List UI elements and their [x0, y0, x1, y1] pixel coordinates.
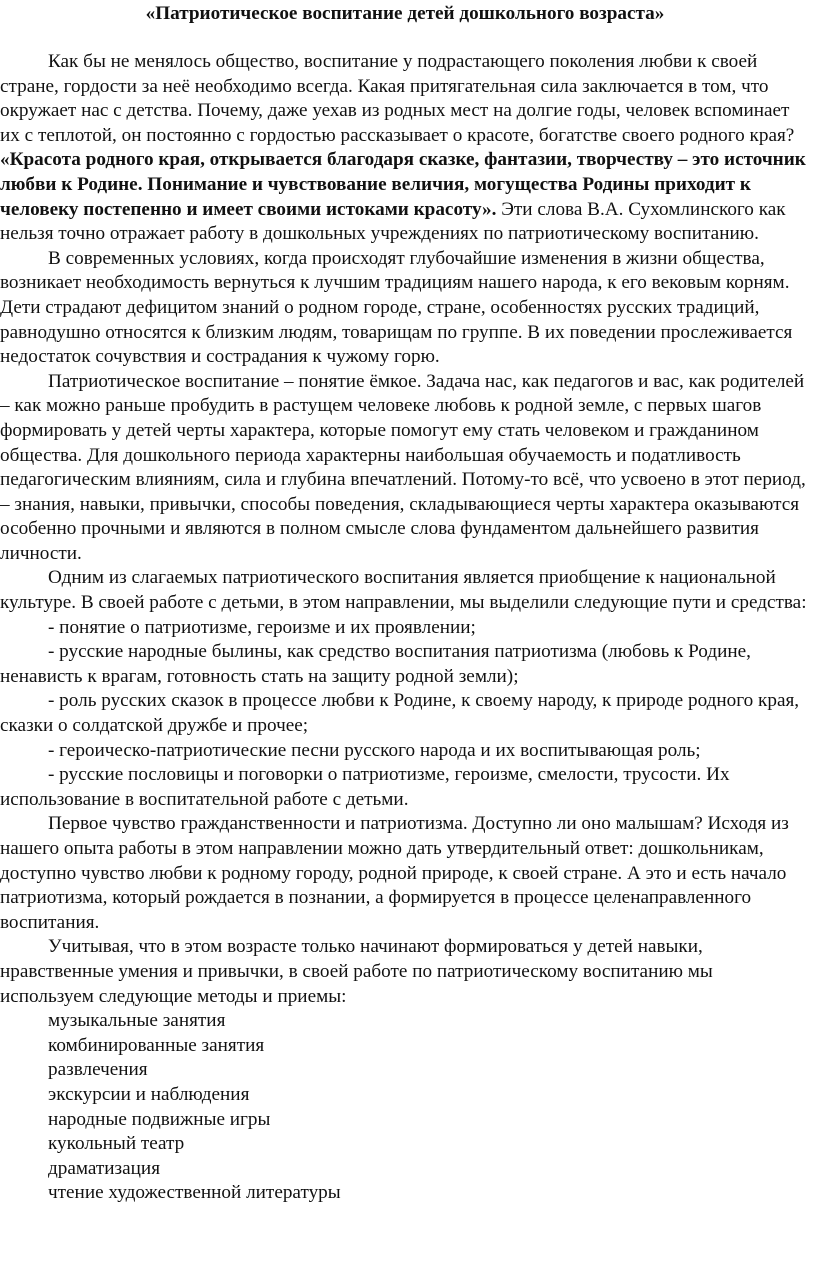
paragraph-modern-conditions: В современных условиях, когда происходят глубочайшие изменения в жизни общества, возникает необходимость вернуться к лучшим традициям нашего народа, к его вековым корням. Дети страдают дефицитом знаний о родном городе, стране, особенностях русских традиций, равнодушно относятся к близким людям, товарищам по группе. В их поведении прослеживается недостаток сочувствия и сострадания к чужому горю.: [0, 247, 793, 368]
intro-text: Как бы не менялось общество, воспитание у подрастающего поколения любви к своей стране, гордости за неё необходимо всегда. Какая притягательная сила заключается в том, что окружает нас с детства. Почему, даже уехав из родных мест на долгие годы, человек вспоминает их с теплотой, он постоянно с гордостью рассказывает о красоте, богатстве своего родного края?: [0, 51, 795, 146]
document-title: «Патриотическое воспитание детей дошкольного возраста»: [145, 3, 665, 24]
paragraph-methods-intro: Учитывая, что в этом возрасте только начинают формироваться у детей навыки, нравственные умения и привычки, в своей работе по патриотическому воспитанию мы используем следующие методы и приемы:: [0, 936, 713, 1007]
paragraph-national-culture: Одним из слагаемых патриотического воспитания является приобщение к национальной культуре. В своей работе с детьми, в этом направлении, мы выделили следующие пути и средства:: [0, 567, 807, 614]
list-item: - русские пословицы и поговорки о патриотизме, героизме, смелости, трусости. Их использование в воспитательной работе с детьми.: [0, 764, 730, 810]
list-item: народные подвижные игры: [48, 1108, 271, 1130]
list-item: экскурсии и наблюдения: [48, 1083, 250, 1105]
list-item: развлечения: [48, 1059, 148, 1081]
paragraph-citizenship: Первое чувство гражданственности и патриотизма. Доступно ли оно малышам? Исходя из нашего опыта работы в этом направлении можно дать утвердительный ответ: дошкольникам, доступно чувство любви к родному городу, родной природе, к своей стране. А это и есть начало патриотизма, который рождается в познании, а формируется в процессе целенаправленного воспитания.: [0, 813, 789, 933]
methods-list: [0, 1009, 810, 1206]
paragraph-patriotic-education: Патриотическое воспитание – понятие ёмкое. Задача нас, как педагогов и вас, как родителей – как можно раньше пробудить в растущем человеке любовь к родной земле, с первых шагов формировать у детей черты характера, которые помогут ему стать человеком и гражданином общества. Для дошкольного периода характерны наибольшая обучаемость и податливость педагогическим влияниям, сила и глубина впечатлений. Потому-то всё, что усвоено в этот период, – знания, навыки, привычки, способы поведения, складывающиеся черты характера оказываются особенно прочными и являются в полном смысле слова фундаментом дальнейшего развития личности.: [0, 370, 806, 564]
list-item: - героическо-патриотические песни русского народа и их воспитывающая роль;: [48, 739, 701, 761]
list-item: комбинированные занятия: [48, 1034, 265, 1056]
list-item: кукольный театр: [48, 1133, 185, 1155]
list-item: драматизация: [48, 1157, 161, 1179]
paragraph-intro: [0, 50, 810, 247]
list-item: - русские народные былины, как средство воспитания патриотизма (любовь к Родине, ненависть к врагам, готовность стать на защиту родной земли);: [0, 641, 751, 687]
list-item: музыкальные занятия: [48, 1010, 226, 1032]
sukhomlinsky-quote: «Красота родного края, открывается благодаря сказке, фантазии, творчеству – это источник любви к Родине. Понимание и чувствование величия, могущества Родины приходит к человеку постепенно и имеет своими истоками красоту».: [0, 149, 806, 220]
intro-text-end: Эти слова В.А. Сухомлинского как нельзя точно отражает работу в дошкольных учреждениях по патриотическому воспитанию.: [0, 198, 786, 245]
ways-list: [0, 616, 810, 813]
list-item: - понятие о патриотизме, героизме и их проявлении;: [48, 616, 476, 638]
list-item: чтение художественной литературы: [48, 1182, 341, 1204]
list-item: - роль русских сказок в процессе любви к Родине, к своему народу, к природе родного края, сказки о солдатской дружбе и прочее;: [0, 690, 800, 737]
